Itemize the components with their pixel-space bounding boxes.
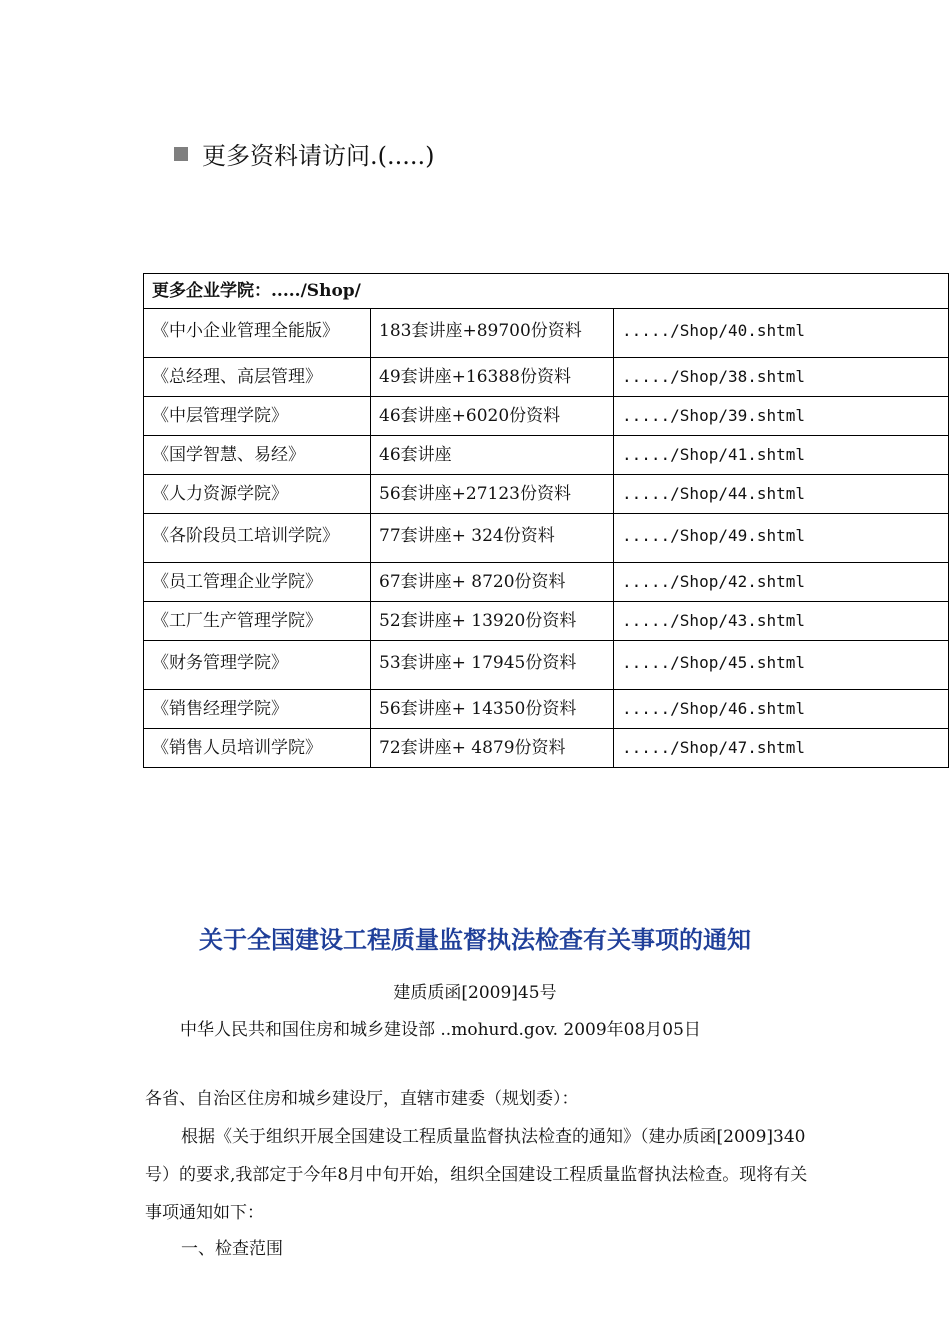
course-content: 72套讲座+ 4879份资料: [371, 729, 614, 768]
course-content: 77套讲座+ 324份资料: [371, 514, 614, 563]
course-content: 52套讲座+ 13920份资料: [371, 602, 614, 641]
course-name: 《财务管理学院》: [144, 641, 371, 690]
course-link[interactable]: ...../Shop/47.shtml: [614, 729, 949, 768]
course-content: 56套讲座+27123份资料: [371, 475, 614, 514]
course-content: 67套讲座+ 8720份资料: [371, 563, 614, 602]
course-link[interactable]: ...../Shop/45.shtml: [614, 641, 949, 690]
table-row: [144, 690, 949, 729]
course-link[interactable]: ...../Shop/38.shtml: [614, 358, 949, 397]
issuer-line: 中华人民共和国住房和城乡建设部 ..mohurd.gov. 2009年08月05日: [180, 1020, 701, 1040]
course-content: 56套讲座+ 14350份资料: [371, 690, 614, 729]
course-link[interactable]: ...../Shop/44.shtml: [614, 475, 949, 514]
course-name: 《总经理、高层管理》: [144, 358, 371, 397]
course-link[interactable]: ...../Shop/39.shtml: [614, 397, 949, 436]
course-name: 《中层管理学院》: [144, 397, 371, 436]
square-bullet-icon: [174, 147, 188, 161]
course-link[interactable]: ...../Shop/40.shtml: [614, 309, 949, 358]
course-content: 49套讲座+16388份资料: [371, 358, 614, 397]
course-name: 《员工管理企业学院》: [144, 563, 371, 602]
doc-number: 建质质函[2009]45号: [393, 983, 557, 1003]
course-content: 46套讲座: [371, 436, 614, 475]
table-row: [144, 641, 949, 690]
course-table: [143, 273, 949, 768]
course-name: 《人力资源学院》: [144, 475, 371, 514]
table-row: [144, 514, 949, 563]
course-link[interactable]: ...../Shop/49.shtml: [614, 514, 949, 563]
section-heading: 一、检查范围: [181, 1239, 283, 1259]
course-name: 《中小企业管理全能版》: [144, 309, 371, 358]
table-row: [144, 436, 949, 475]
table-row: [144, 563, 949, 602]
table-row: [144, 729, 949, 768]
course-content: 183套讲座+89700份资料: [371, 309, 614, 358]
table-body: [144, 309, 949, 768]
promo-line: [174, 136, 435, 171]
table-header-row: [144, 274, 949, 309]
course-name: 《各阶段员工培训学院》: [144, 514, 371, 563]
table-row: [144, 397, 949, 436]
notice-title: 关于全国建设工程质量监督执法检查有关事项的通知: [199, 925, 751, 954]
course-link[interactable]: ...../Shop/42.shtml: [614, 563, 949, 602]
course-name: 《国学智慧、易经》: [144, 436, 371, 475]
table-header: 更多企业学院：...../Shop/: [144, 274, 949, 309]
course-name: 《工厂生产管理学院》: [144, 602, 371, 641]
table-row: [144, 475, 949, 514]
course-link[interactable]: ...../Shop/41.shtml: [614, 436, 949, 475]
table-row: [144, 358, 949, 397]
course-content: 53套讲座+ 17945份资料: [371, 641, 614, 690]
table-row: [144, 602, 949, 641]
paragraph: 根据《关于组织开展全国建设工程质量监督执法检查的通知》（建办质函[2009]340号）的要求,我部定于今年8月中旬开始，组织全国建设工程质量监督执法检查。现将有关事项通知如下：: [145, 1127, 808, 1223]
course-name: 《销售经理学院》: [144, 690, 371, 729]
table-row: [144, 309, 949, 358]
course-name: 《销售人员培训学院》: [144, 729, 371, 768]
course-link[interactable]: ...../Shop/46.shtml: [614, 690, 949, 729]
course-content: 46套讲座+6020份资料: [371, 397, 614, 436]
course-link[interactable]: ...../Shop/43.shtml: [614, 602, 949, 641]
promo-text: 更多资料请访问.(.....): [202, 142, 435, 170]
salutation: 各省、自治区住房和城乡建设厅，直辖市建委（规划委）：: [145, 1089, 579, 1109]
